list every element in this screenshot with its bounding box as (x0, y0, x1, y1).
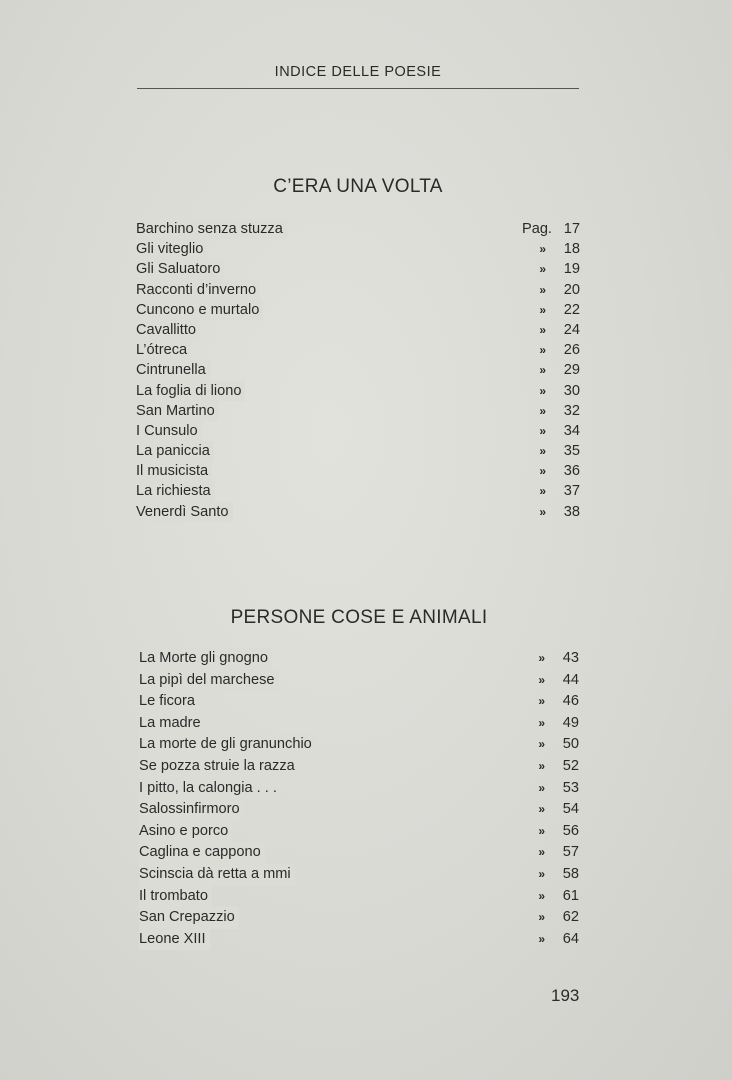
toc-entry (139, 778, 579, 800)
toc-entry (136, 259, 580, 279)
section-title-persone-cose-animali: PERSONE COSE E ANIMALI (230, 607, 488, 628)
toc-entry-title: La morte de gli granunchio (139, 734, 316, 756)
toc-page-number: 29 (563, 362, 580, 379)
toc-entry (136, 300, 580, 320)
ditto-mark: » (538, 672, 545, 687)
ditto-mark: » (539, 383, 546, 398)
ditto-mark: » (538, 845, 545, 860)
toc-entry (139, 756, 579, 778)
toc-page-number: 43 (562, 650, 579, 666)
toc-entry-title: Asino e porco (139, 821, 232, 843)
toc-entry-title: Salossinfirmoro (139, 799, 244, 821)
toc-entry (139, 842, 579, 864)
toc-entry-title: La paniccia (136, 441, 214, 461)
toc-entry (136, 219, 580, 239)
toc-page-number: 61 (562, 887, 579, 904)
ditto-mark: » (538, 780, 545, 795)
toc-entry-title: La richiesta (136, 481, 215, 501)
toc-entry-title: La madre (139, 713, 205, 735)
toc-entry (139, 907, 579, 929)
toc-page-number: 34 (563, 422, 580, 439)
section-title-cera-una-volta: C’ERA UNA VOLTA (273, 176, 443, 197)
ditto-mark: » (538, 866, 545, 881)
ditto-mark: » (538, 931, 545, 946)
toc-entry (139, 670, 579, 692)
toc-entry (136, 381, 580, 401)
toc-entry-title: Caglina e cappono (139, 842, 265, 864)
toc-entry-title: San Martino (136, 401, 219, 421)
toc-entry-title: L’ótreca (136, 340, 191, 360)
toc-page-number: 53 (562, 779, 579, 796)
toc-page-number: 35 (563, 443, 580, 460)
toc-list-section-1 (136, 219, 580, 522)
ditto-mark: » (538, 888, 545, 903)
toc-page-number: 46 (562, 693, 579, 710)
toc-page-number: 19 (563, 261, 580, 278)
toc-entry (139, 886, 579, 908)
toc-page-number: 57 (562, 844, 579, 861)
ditto-mark: » (538, 694, 545, 709)
ditto-mark: » (539, 403, 546, 418)
toc-entry-title: Gli viteglio (136, 239, 207, 259)
toc-entry (139, 734, 579, 756)
ditto-mark: » (539, 302, 546, 317)
toc-entry-title: Il trombato (139, 886, 212, 908)
toc-entry-title: La foglia di liono (136, 381, 245, 401)
toc-entry (139, 864, 579, 886)
toc-entry-title: Racconti d’inverno (136, 280, 260, 300)
toc-entry-title: Il musicista (136, 461, 212, 481)
toc-entry (136, 320, 580, 340)
ditto-mark: » (539, 322, 546, 337)
ditto-mark: » (538, 802, 545, 817)
toc-page-number: 62 (562, 909, 579, 926)
toc-page-number: 24 (563, 321, 580, 338)
toc-page-number: 56 (562, 822, 579, 839)
toc-list-section-2 (139, 648, 579, 950)
toc-entry (136, 421, 580, 441)
toc-entry-title: Cintrunella (136, 360, 210, 380)
ditto-mark: » (539, 423, 546, 438)
ditto-mark: » (538, 910, 545, 925)
toc-page-number: 32 (563, 402, 580, 419)
ditto-mark: » (538, 823, 545, 838)
toc-entry-title: La Morte gli gnogno (139, 648, 272, 670)
toc-entry (136, 502, 580, 522)
ditto-mark: » (538, 715, 545, 730)
toc-page-number: 20 (563, 281, 580, 298)
toc-entry (139, 713, 579, 735)
toc-page-number: 36 (563, 463, 580, 480)
toc-entry-title: I pitto, la calongia . . . (139, 778, 281, 800)
toc-page-number: 26 (563, 342, 580, 359)
ditto-mark: » (538, 651, 545, 665)
toc-page-number: 18 (563, 241, 580, 258)
toc-entry (139, 929, 579, 951)
toc-entry-title: Gli Saluatoro (136, 259, 224, 279)
toc-entry-title: I Cunsulo (136, 421, 202, 441)
toc-page-number: 49 (562, 714, 579, 731)
ditto-mark: » (539, 343, 546, 358)
toc-page-number: 58 (562, 865, 579, 882)
ditto-mark: » (539, 262, 546, 277)
toc-entry (139, 648, 579, 670)
page-label: Pag. (521, 221, 552, 237)
toc-entry-title: La pipì del marchese (139, 670, 278, 692)
toc-entry (139, 821, 579, 843)
ditto-mark: » (538, 737, 545, 752)
page-number: 193 (551, 986, 580, 1005)
toc-entry (136, 461, 580, 481)
toc-entry-title: Le ficora (139, 691, 199, 713)
ditto-mark: » (539, 444, 546, 459)
toc-page-number: 50 (562, 736, 579, 753)
toc-page-number: 37 (563, 483, 580, 500)
toc-entry-title: Scinscia dà retta a mmi (139, 864, 295, 886)
toc-entry (136, 239, 580, 259)
toc-entry-title: Se pozza struie la razza (139, 756, 299, 778)
toc-entry (136, 360, 580, 380)
toc-page-number: 54 (562, 801, 579, 818)
ditto-mark: » (539, 464, 546, 479)
toc-page-number: 30 (563, 382, 580, 399)
ditto-mark: » (538, 758, 545, 773)
toc-entry-title: Venerdì Santo (136, 502, 233, 522)
toc-entry (136, 481, 580, 501)
toc-page-number: 64 (562, 930, 579, 947)
toc-entry (136, 280, 580, 300)
toc-entry (139, 799, 579, 821)
toc-entry (136, 401, 580, 421)
toc-page-number: 38 (563, 503, 580, 520)
header-rule (137, 88, 579, 89)
toc-entry-title: Cavallitto (136, 320, 200, 340)
toc-entry (136, 441, 580, 461)
toc-page-number: 22 (563, 301, 580, 318)
toc-entry (139, 691, 579, 713)
toc-page-number: 44 (562, 671, 579, 688)
toc-entry (136, 340, 580, 360)
ditto-mark: » (539, 484, 546, 499)
toc-entry-title: Cuncono e murtalo (136, 300, 263, 320)
ditto-mark: » (539, 282, 546, 297)
toc-entry-title: San Crepazzio (139, 907, 239, 929)
ditto-mark: » (539, 363, 546, 378)
ditto-mark: » (539, 504, 546, 519)
toc-page-number: 17 (563, 221, 580, 237)
running-head: INDICE DELLE POESIE (274, 64, 442, 80)
ditto-mark: » (539, 242, 546, 257)
toc-entry-title: Barchino senza stuzza (136, 219, 287, 239)
toc-page-number: 52 (562, 757, 579, 774)
toc-entry-title: Leone XIII (139, 929, 210, 951)
